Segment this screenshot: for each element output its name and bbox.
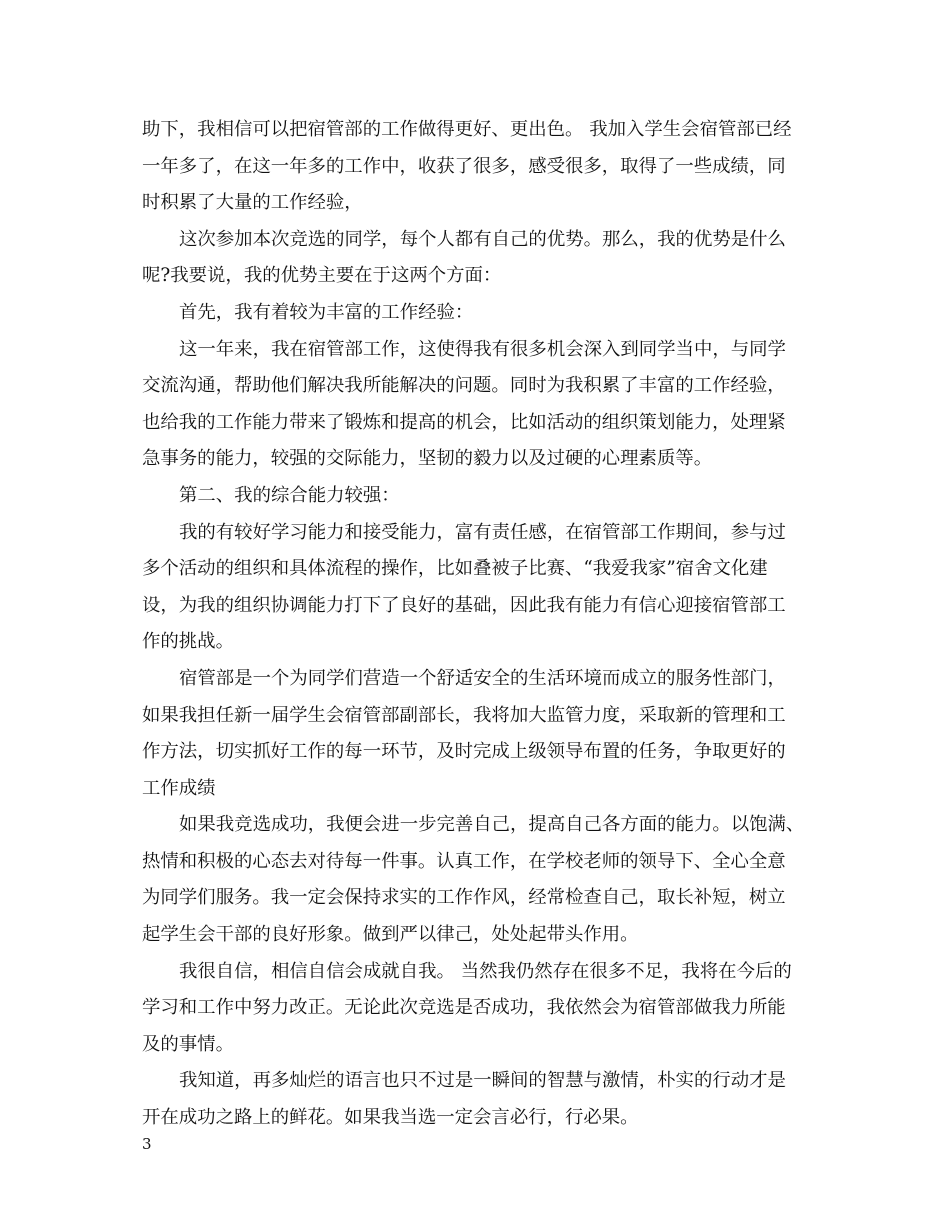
text-line: 这一年来，我在宿管部工作，这使得我有很多机会深入到同学当中，与同学 bbox=[179, 338, 786, 360]
text-line: 一年多了，在这一年多的工作中，收获了很多，感受很多，取得了一些成绩，同 bbox=[142, 155, 786, 177]
text-line: 我知道，再多灿烂的语言也只不过是一瞬间的智慧与激情，朴实的行动才是 bbox=[179, 1070, 786, 1092]
text-line: 时积累了大量的工作经验， bbox=[142, 192, 363, 214]
text-line: 起学生会干部的良好形象。做到严以律己，处处起带头作用。 bbox=[142, 924, 639, 946]
text-line: 如果我竞选成功，我便会进一步完善自己，提高自己各方面的能力。以饱满、 bbox=[179, 814, 805, 836]
text-line: 学习和工作中努力改正。无论此次竞选是否成功，我依然会为宿管部做我力所能 bbox=[142, 997, 786, 1019]
text-line: 开在成功之路上的鲜花。如果我当选一定会言必行，行必果。 bbox=[142, 1107, 639, 1129]
text-line: 也给我的工作能力带来了锻炼和提高的机会，比如活动的组织策划能力，处理紧 bbox=[142, 411, 786, 433]
text-line: 为同学们服务。我一定会保持求实的工作作风，经常检查自己，取长补短，树立 bbox=[142, 887, 786, 909]
text-line: 多个活动的组织和具体流程的操作，比如叠被子比赛、“我爱我家”宿舍文化建 bbox=[142, 558, 768, 580]
text-line: 作的挑战。 bbox=[142, 631, 234, 653]
text-line: 如果我担任新一届学生会宿管部副部长，我将加大监管力度，采取新的管理和工 bbox=[142, 704, 786, 726]
text-line: 第二、我的综合能力较强： bbox=[179, 484, 400, 506]
page-number: 3 bbox=[142, 1135, 152, 1153]
text-line: 呢?我要说，我的优势主要在于这两个方面： bbox=[142, 265, 502, 287]
text-line: 工作成绩 bbox=[142, 777, 216, 799]
text-line: 设，为我的组织协调能力打下了良好的基础，因此我有能力有信心迎接宿管部工 bbox=[142, 594, 786, 616]
text-line: 宿管部是一个为同学们营造一个舒适安全的生活环境而成立的服务性部门， bbox=[179, 667, 786, 689]
text-line: 我很自信，相信自信会成就自我。 当然我仍然存在很多不足，我将在今后的 bbox=[179, 960, 792, 982]
text-line: 交流沟通，帮助他们解决我所能解决的问题。同时为我积累了丰富的工作经验， bbox=[142, 375, 786, 397]
body-text bbox=[142, 112, 822, 1137]
text-line: 急事务的能力，较强的交际能力，坚韧的毅力以及过硬的心理素质等。 bbox=[142, 448, 713, 470]
text-line: 首先，我有着较为丰富的工作经验： bbox=[179, 301, 474, 323]
text-line: 助下，我相信可以把宿管部的工作做得更好、更出色。 我加入学生会宿管部已经 bbox=[142, 119, 792, 140]
text-line: 热情和积极的心态去对待每一件事。认真工作，在学校老师的领导下、全心全意 bbox=[142, 850, 786, 872]
text-line: 这次参加本次竞选的同学，每个人都有自己的优势。那么，我的优势是什么 bbox=[179, 228, 786, 250]
text-line: 及的事情。 bbox=[142, 1033, 234, 1055]
text-line: 我的有较好学习能力和接受能力，富有责任感，在宿管部工作期间，参与过 bbox=[179, 521, 786, 543]
text-line: 作方法，切实抓好工作的每一环节，及时完成上级领导布置的任务，争取更好的 bbox=[142, 741, 786, 763]
